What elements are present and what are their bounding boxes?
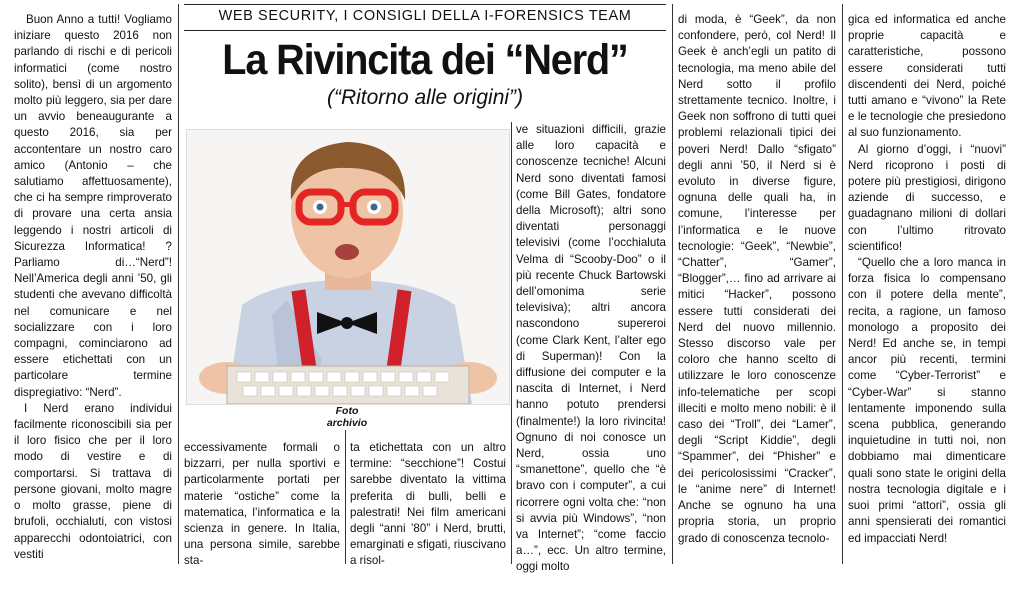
paragraph: “Quello che a loro manca in forza fisica lo compensano con il potere della mente”, recita, a ragione, un famoso monologo a proposito dei Nerd! Ed anche se, in tempi ancor più recenti, termini come “Cyber-Terrorist” e “Cyber-War” si stanno lentamente imponendo sulla scena pubblica, generando inquietudine in tutti noi, non dobbiamo mai dimenticare quali sono state le origini della nostra tecnologia digitale e i suoi primi “attori”, ossia gli anni spensierati dei romantici ed impacciati Nerd! — [848, 256, 1006, 545]
article-column-4 — [516, 122, 666, 576]
paragraph: gica ed informatica ed anche proprie capacità e caratteristiche, possono essere considerati tutti discendenti dei Nerd, poiché tutti amano e “vivono” la Rete e le tecnologie che presiedono al suo funzionamento. — [848, 13, 1006, 140]
article-column-5 — [678, 12, 836, 547]
paragraph: eccessivamente formali o bizzarri, per nulla sportivi e particolarmente portati per materie “ostiche” come la matematica, l’informatica e la scienza in genere. In Italia, una persona simile, sarebbe sta- — [184, 441, 340, 568]
paragraph: Al giorno d’oggi, i “nuovi” Nerd ricoprono i posti di potere più prestigiosi, dirigono aziende di successo, e guadagnano milioni di dollari con l’ultimo ritrovato scientifico! — [848, 142, 1006, 253]
headline: La Rivincita dei “Nerd” — [222, 36, 628, 84]
subheadline: (“Ritorno alle origini”) — [326, 86, 524, 109]
kicker-rule-top — [184, 4, 666, 5]
column-divider — [842, 4, 843, 564]
paragraph: ve situazioni difficili, grazie alle loro capacità e conoscenze tecniche! Alcuni Nerd sono diventati famosi (come Bill Gates, fondatore della Microsoft); altri sono diventati personaggi televisivi (come l’occhialuta Velma di “Scooby-Doo” o il più recente Chuck Bartowski dell’omonima serie televisiva); altri ancora nascondono supereroi (come Clark Kent, l’alter ego di Superman)! Con la diffusione dei computer e la nascita di Internet, i Nerd hanno potuto prendersi (finalmente!) la loro rivincita! Ognuno di noi conosce un Nerd, ossia uno “smanettone”, quello che “è bravo con i computer”, a cui ricorrere ogni volta che: “non si avvia più Windows”, “non va Internet”; “come faccio a…”, ecc. Un altro termine, oggi molto — [516, 123, 666, 574]
caption-line-2: archivio — [326, 417, 368, 429]
article-column-6 — [848, 12, 1006, 547]
article-column-1 — [14, 12, 172, 563]
nerd-illustration — [187, 130, 509, 404]
kicker-rule-bottom — [184, 30, 666, 31]
photo-caption — [300, 405, 394, 429]
paragraph: Buon Anno a tutti! Vogliamo iniziare questo 2016 non parlando di rischi e di pericoli informatici (come nostro solito), bensì di un argomento molto più leggero, sia per dare un avvio beneaugurante a questo 2016, sia per accontentare un nostro caro amico (Antonio – che salutiamo affettuosamente), che ci ha sempre rimproverato di provare una certa ansia leggendo i nostri articoli di Sicurezza Informatica! ? Parliamo di…“Nerd”! Nell’America degli anni ’50, gli studenti che avevano difficoltà nel comunicare e nel socializzare con i loro compagni, cominciarono ad essere etichettati con un particolare termine dispregiativo: “Nerd”. — [14, 13, 172, 399]
column-divider — [345, 430, 346, 564]
nerd-photo — [186, 129, 510, 405]
caption-line-1: Foto — [335, 405, 359, 417]
paragraph: ta etichettata con un altro termine: “secchione”! Costui sarebbe diventato la vittima preferita di bulli, belli e palestrati! Nei film americani degli “anni ’80” i Nerd, brutti, emarginati e sfigati, riuscivano a risol- — [350, 441, 506, 568]
column-divider — [511, 122, 512, 564]
article-column-2 — [184, 440, 340, 570]
paragraph: I Nerd erano individui facilmente riconoscibili sia per il loro fisico che per il loro modo di vestire e di comportarsi. Si trattava di persone giovani, molto magre o molto grasse, piene di brufoli, occhialuti, con vistosi apparecchi odontoiatrici, con vestiti — [14, 401, 172, 561]
column-divider — [672, 4, 673, 564]
column-divider — [178, 4, 179, 564]
article-column-3 — [350, 440, 506, 570]
paragraph: di moda, è “Geek”, da non confondere, però, col Nerd! Il Geek è anch’egli un patito di tecnologia, ma meno abile del Nerd sotto il profilo strettamente tecnico. Inoltre, i Geek non soffrono di tutti quei problemi relazionali tipici dei poveri Nerd! Dallo “sfigato” degli anni ’50, il Nerd si è evoluto in diverse figure, ognuna delle quali ha, in comune, l’interesse per l’informatica e le nuove tecnologie: “Geek”, “Newbie”, “Chatter”, “Gamer”, “Blogger”,… fino ad arrivare ai mitici “Hacker”, possono essere tutti considerati dei Nerd del nuovo millennio. Stesso discorso vale per coloro che hanno scelto di utilizzare le loro conoscenze info-telematiche per scopi illeciti e molto meno nobili: è il caso dei “Troll”, dei “Lamer”, degli “Script Kiddie”, degli “Spammer”, dei “Phisher” e dei pericolosissimi “Cracker”, le “anime nere” di Internet! Anche se ognuno ha una propria storia, un proprio grado di conoscenza tecnolo- — [678, 13, 836, 545]
kicker: WEB SECURITY, I CONSIGLI DELLA I-FORENSICS TEAM — [218, 8, 632, 24]
